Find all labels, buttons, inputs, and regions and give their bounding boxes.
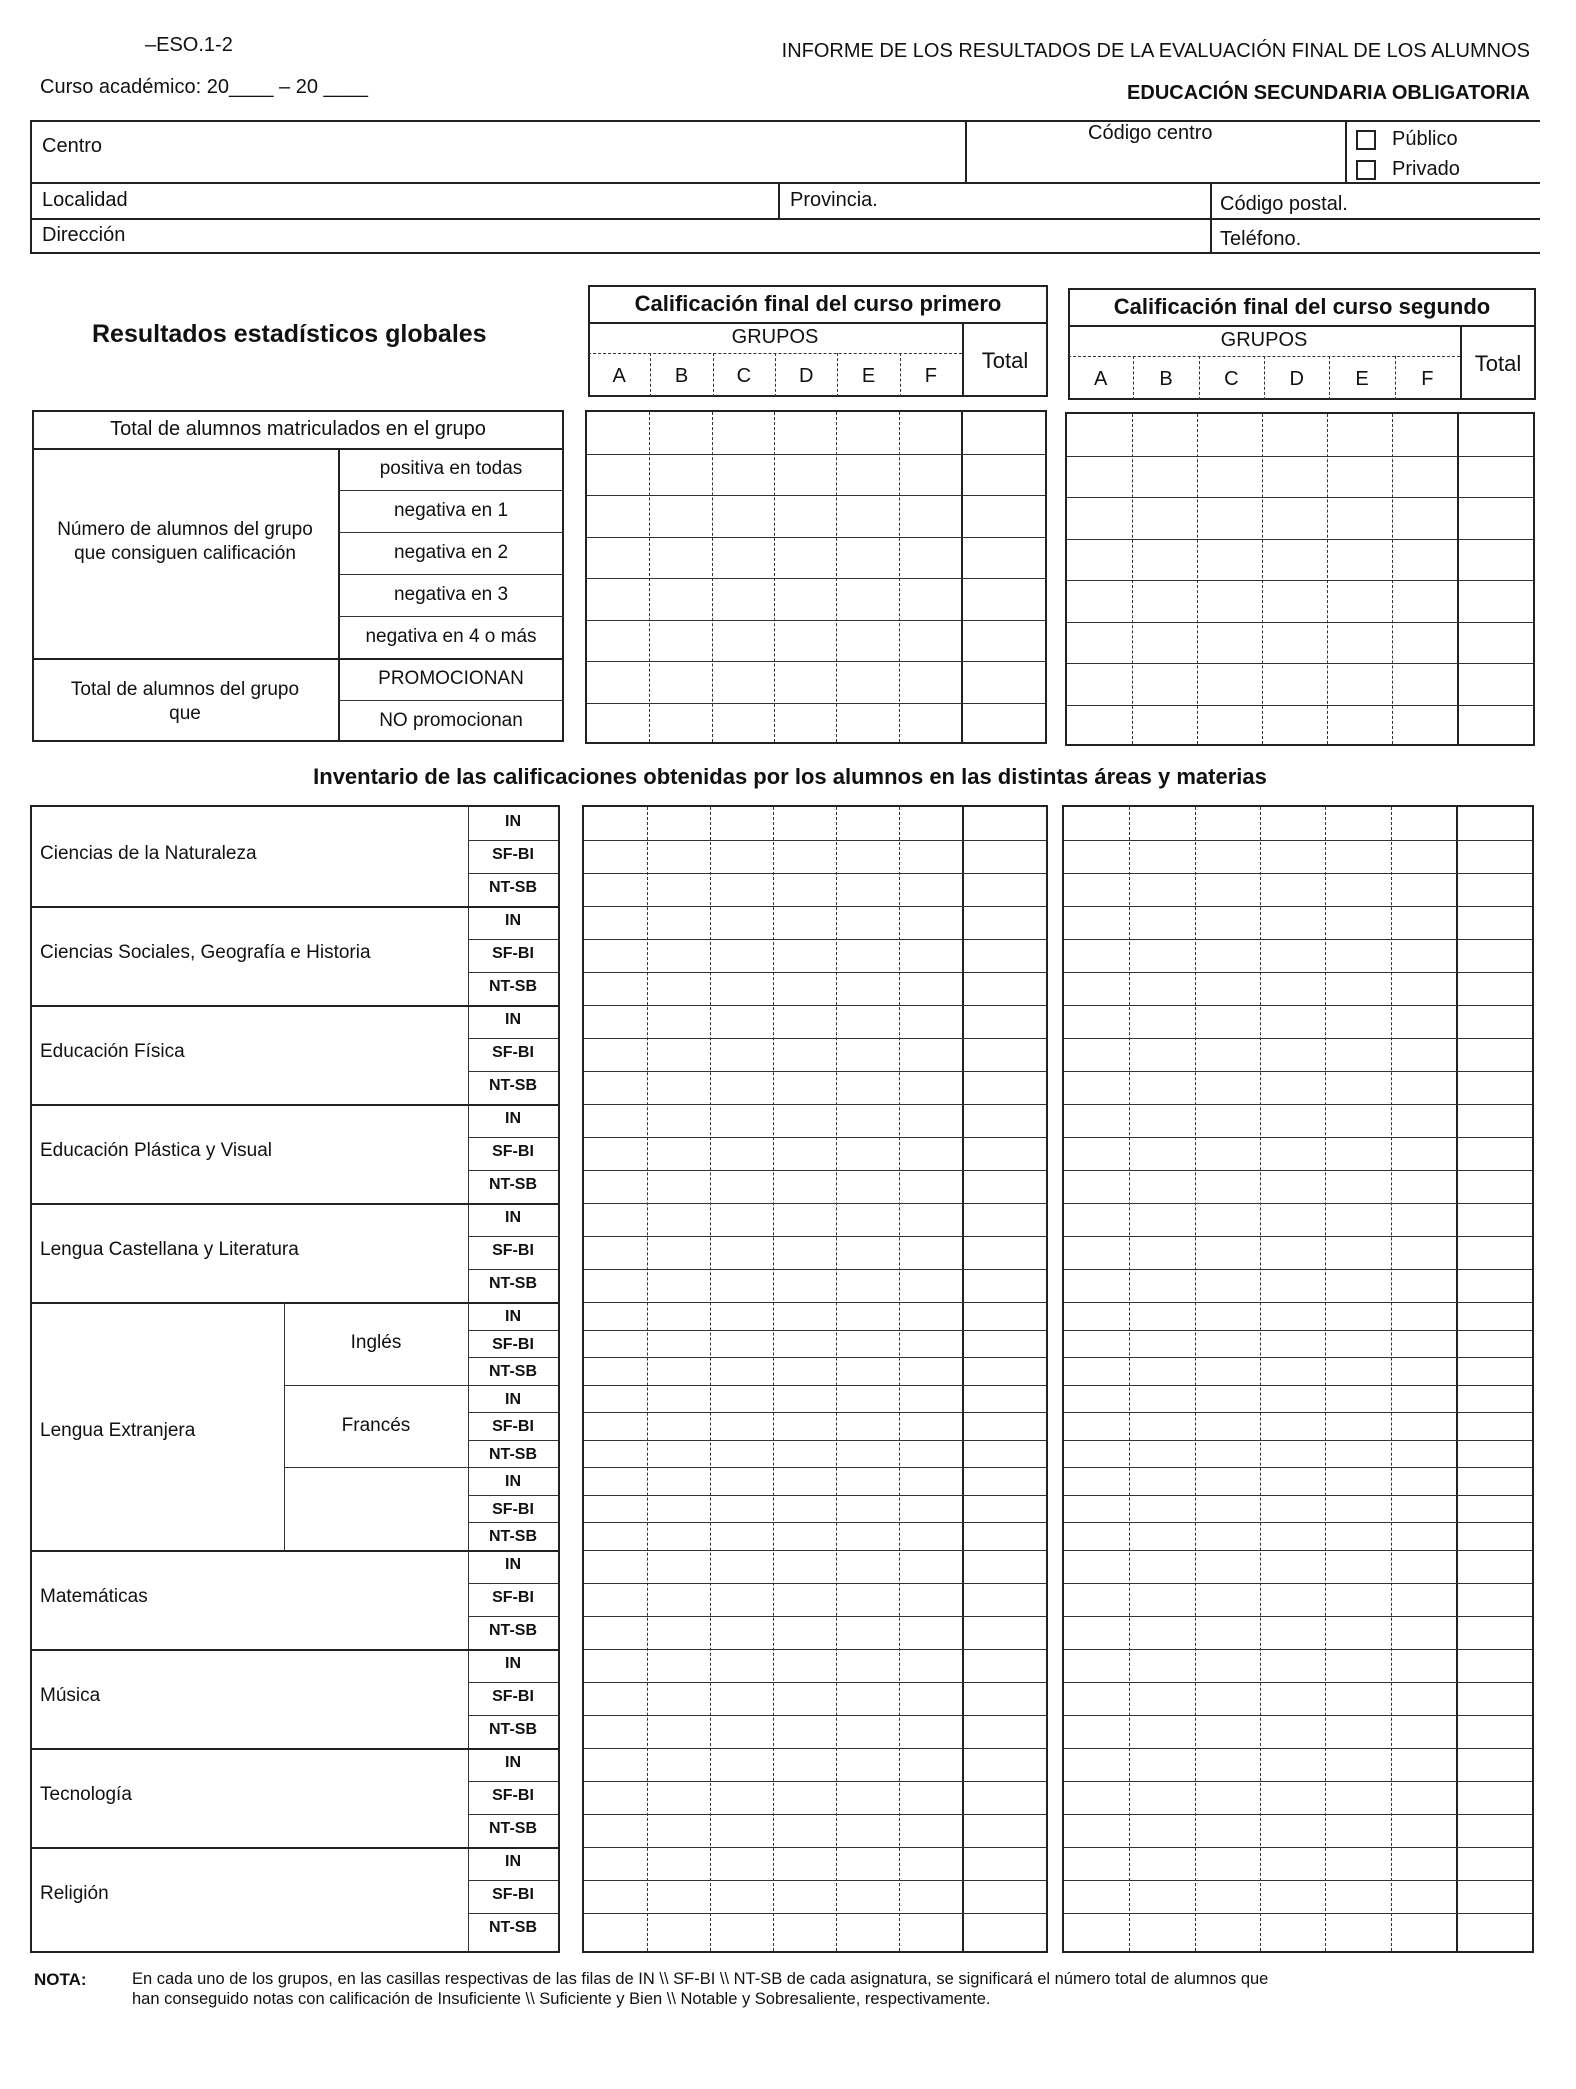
telefono-field[interactable]: Teléfono. bbox=[1220, 228, 1302, 250]
grade-code: IN bbox=[505, 1390, 521, 1408]
grade-code: IN bbox=[505, 813, 521, 830]
total-label-2: Total bbox=[1474, 351, 1522, 376]
privado-option[interactable]: Privado bbox=[1356, 158, 1460, 181]
group-letter: B bbox=[674, 365, 689, 387]
column-divider bbox=[647, 807, 648, 1951]
row-divider bbox=[468, 1495, 558, 1496]
row-divider bbox=[584, 1682, 1046, 1683]
grade-code: IN bbox=[505, 1555, 521, 1573]
column-divider bbox=[900, 353, 901, 397]
subject-label: Educación Física bbox=[40, 1041, 185, 1062]
grade-code: NT-SB bbox=[489, 1720, 537, 1738]
row-divider bbox=[1064, 1038, 1532, 1039]
row-divider bbox=[468, 1269, 558, 1270]
grade-code: IN bbox=[505, 1209, 521, 1226]
row-divider bbox=[1064, 1715, 1532, 1716]
grupos-label-2: GRUPOS bbox=[1220, 329, 1308, 351]
group-letter: F bbox=[1421, 368, 1434, 390]
row-divider bbox=[584, 1649, 1046, 1650]
row-divider bbox=[1064, 1137, 1532, 1138]
column-divider bbox=[1132, 414, 1133, 744]
subject-label: Matemáticas bbox=[40, 1585, 148, 1607]
group-letter: C bbox=[736, 365, 752, 387]
row-divider bbox=[584, 1071, 1046, 1072]
column-divider bbox=[1395, 356, 1396, 400]
column-divider bbox=[712, 412, 713, 742]
column-divider bbox=[774, 412, 775, 742]
row-divider bbox=[584, 1302, 1046, 1303]
publico-option[interactable]: Público bbox=[1356, 128, 1458, 151]
subject-divider bbox=[32, 1748, 558, 1750]
grade-code: NT-SB bbox=[489, 1363, 537, 1380]
row-divider bbox=[1067, 497, 1533, 498]
row-divider bbox=[584, 1412, 1046, 1413]
row-divider bbox=[468, 1137, 558, 1138]
inventory-labels-table bbox=[30, 805, 560, 1953]
form-code: –ESO.1-2 bbox=[145, 34, 233, 56]
course1-title: Calificación final del curso primero bbox=[634, 291, 1002, 316]
row-divider bbox=[584, 1814, 1046, 1815]
nota-line-1: En cada uno de los grupos, en las casillas respectivas de las filas de IN \\ SF-BI \\ NT-SB de cada asignatura, se significará el número total de alumnos que bbox=[132, 1970, 1269, 1988]
language-row-divider bbox=[284, 1385, 468, 1386]
row-divider bbox=[584, 1583, 1046, 1584]
column-divider bbox=[773, 807, 774, 1951]
group-letter: D bbox=[1289, 368, 1304, 390]
subject-divider bbox=[32, 1005, 558, 1007]
calificacion-row-label: PROMOCIONAN bbox=[378, 668, 524, 689]
stats-grid-course2[interactable] bbox=[1065, 412, 1535, 746]
row-divider bbox=[587, 661, 1045, 662]
grade-code: NT-SB bbox=[489, 1275, 537, 1292]
subject-divider bbox=[32, 1302, 558, 1304]
row-divider bbox=[584, 873, 1046, 874]
row-divider bbox=[1064, 1880, 1532, 1881]
row-divider bbox=[338, 532, 564, 533]
row-divider bbox=[1064, 1236, 1532, 1237]
subject-divider bbox=[32, 1649, 558, 1651]
row-divider bbox=[584, 939, 1046, 940]
grade-code: SF-BI bbox=[492, 1687, 534, 1705]
row-divider bbox=[1064, 1005, 1532, 1006]
numero-alumnos-label: Número de alumnos del grupo que consiguen calificación bbox=[57, 519, 313, 564]
matriculados-label: Total de alumnos matriculados en el grupo bbox=[110, 418, 486, 440]
row-divider bbox=[468, 1583, 558, 1584]
row-divider bbox=[587, 578, 1045, 579]
row-divider bbox=[587, 620, 1045, 621]
row-divider bbox=[584, 1748, 1046, 1749]
row-divider bbox=[1064, 1913, 1532, 1914]
column-divider bbox=[710, 807, 711, 1951]
row-divider bbox=[1064, 1583, 1532, 1584]
language-label: Inglés bbox=[350, 1332, 402, 1353]
row-divider bbox=[584, 1913, 1046, 1914]
group-letter: C bbox=[1224, 368, 1239, 390]
column-divider bbox=[1197, 414, 1198, 744]
row-divider bbox=[468, 1616, 558, 1617]
grade-code: SF-BI bbox=[492, 1500, 534, 1518]
course2-title: Calificación final del curso segundo bbox=[1113, 294, 1491, 319]
row-divider bbox=[338, 490, 564, 491]
calificacion-row-label: NO promocionan bbox=[379, 710, 523, 731]
row-divider bbox=[584, 1781, 1046, 1782]
grade-code: IN bbox=[505, 1308, 521, 1325]
column-divider bbox=[1262, 414, 1263, 744]
row-divider bbox=[584, 1005, 1046, 1006]
grade-code: SF-BI bbox=[492, 846, 534, 863]
grade-code: SF-BI bbox=[492, 1242, 534, 1259]
row-divider bbox=[1067, 580, 1533, 581]
grade-code: IN bbox=[505, 1852, 521, 1870]
row-divider bbox=[468, 1170, 558, 1171]
codigo-centro-field[interactable]: Código centro bbox=[1088, 122, 1213, 144]
row-divider bbox=[468, 1330, 558, 1331]
grade-code: IN bbox=[505, 1654, 521, 1672]
nota-line-2: han conseguido notas con calificación de Insuficiente \\ Suficiente y Bien \\ Notable y Sobresaliente, respectivamente. bbox=[132, 1990, 991, 2008]
column-divider bbox=[650, 353, 651, 397]
calificacion-row-label: negativa en 2 bbox=[393, 542, 509, 563]
row-divider bbox=[1064, 1269, 1532, 1270]
centro-field[interactable]: Centro bbox=[42, 135, 103, 157]
grade-code: IN bbox=[505, 1110, 521, 1127]
row-divider bbox=[1064, 1440, 1532, 1441]
nota-label: NOTA: bbox=[34, 1970, 87, 1989]
row-divider bbox=[468, 840, 558, 841]
row-divider bbox=[1064, 1467, 1532, 1468]
row-divider bbox=[584, 1357, 1046, 1358]
row-divider bbox=[1064, 1495, 1532, 1496]
column-divider bbox=[649, 412, 650, 742]
row-divider bbox=[584, 1616, 1046, 1617]
grade-code: SF-BI bbox=[492, 1335, 534, 1353]
group-letter: A bbox=[1093, 368, 1108, 390]
row-divider bbox=[584, 1269, 1046, 1270]
row-divider bbox=[1064, 1330, 1532, 1331]
total-column-divider bbox=[961, 412, 963, 742]
column-divider bbox=[899, 807, 900, 1951]
row-divider bbox=[1064, 972, 1532, 973]
codigo-postal-field[interactable]: Código postal. bbox=[1220, 193, 1348, 215]
grade-code: SF-BI bbox=[492, 1418, 534, 1435]
row-divider bbox=[584, 972, 1046, 973]
column-divider bbox=[1327, 414, 1328, 744]
grade-code: SF-BI bbox=[492, 1588, 534, 1606]
row-divider bbox=[468, 1071, 558, 1072]
row-divider bbox=[584, 1203, 1046, 1204]
report-title: INFORME DE LOS RESULTADOS DE LA EVALUACIÓN FINAL DE LOS ALUMNOS bbox=[781, 40, 1530, 62]
total-column-divider bbox=[962, 807, 964, 1951]
row-divider bbox=[1064, 1385, 1532, 1386]
group-letter: E bbox=[1355, 368, 1369, 390]
row-divider bbox=[468, 1412, 558, 1413]
column-divider bbox=[899, 412, 900, 742]
subject-label: Tecnología bbox=[40, 1783, 132, 1805]
row-divider bbox=[468, 1038, 558, 1039]
group-letter: B bbox=[1159, 368, 1173, 390]
grade-code: NT-SB bbox=[489, 1528, 537, 1545]
row-divider bbox=[587, 454, 1045, 455]
provincia-field[interactable]: Provincia. bbox=[790, 189, 878, 211]
row-divider bbox=[1064, 1104, 1532, 1105]
checkbox-icon[interactable] bbox=[1356, 160, 1376, 180]
row-divider bbox=[468, 1913, 558, 1914]
row-divider bbox=[1064, 840, 1532, 841]
row-divider bbox=[587, 537, 1045, 538]
grade-code: NT-SB bbox=[489, 1077, 537, 1094]
row-divider bbox=[584, 906, 1046, 907]
row-divider bbox=[1067, 456, 1533, 457]
row-divider bbox=[584, 1104, 1046, 1105]
row-divider bbox=[1067, 622, 1533, 623]
row-divider bbox=[468, 1781, 558, 1782]
lengua-extranjera-label: Lengua Extranjera bbox=[40, 1420, 196, 1441]
column-divider bbox=[1129, 807, 1130, 1951]
row-divider bbox=[338, 616, 564, 617]
grade-code: IN bbox=[505, 1473, 521, 1490]
row-divider bbox=[584, 1522, 1046, 1523]
row-divider bbox=[1064, 939, 1532, 940]
grade-code: IN bbox=[505, 912, 521, 929]
subject-label: Ciencias de la Naturaleza bbox=[40, 843, 257, 864]
subject-divider bbox=[32, 906, 558, 908]
grade-code: SF-BI bbox=[492, 1044, 534, 1061]
subject-label: Ciencias Sociales, Geografía e Historia bbox=[40, 942, 371, 963]
row-divider bbox=[468, 1440, 558, 1441]
row-divider bbox=[468, 939, 558, 940]
row-divider bbox=[1064, 906, 1532, 907]
subject-label: Música bbox=[40, 1684, 101, 1706]
grade-code: NT-SB bbox=[489, 1176, 537, 1193]
total-column-divider bbox=[1456, 807, 1458, 1951]
subject-divider bbox=[32, 1104, 558, 1106]
grade-code: NT-SB bbox=[489, 1621, 537, 1639]
row-divider bbox=[1064, 1616, 1532, 1617]
row-divider bbox=[584, 1847, 1046, 1848]
row-divider bbox=[1067, 663, 1533, 664]
subject-divider bbox=[32, 1550, 558, 1552]
row-divider bbox=[1064, 1847, 1532, 1848]
row-divider bbox=[584, 1170, 1046, 1171]
subject-label: Educación Plástica y Visual bbox=[40, 1140, 272, 1161]
row-divider bbox=[338, 574, 564, 575]
subject-divider bbox=[32, 1847, 558, 1849]
column-divider bbox=[836, 412, 837, 742]
inventory-grid-course2[interactable] bbox=[1062, 805, 1534, 1953]
stats-title: Resultados estadísticos globales bbox=[92, 320, 487, 348]
row-divider bbox=[1064, 1170, 1532, 1171]
grade-code: IN bbox=[505, 1011, 521, 1028]
row-divider bbox=[468, 873, 558, 874]
row-divider bbox=[584, 1715, 1046, 1716]
academic-year: Curso académico: 20____ – 20 ____ bbox=[40, 76, 369, 98]
column-divider bbox=[775, 353, 776, 397]
row-divider bbox=[1064, 1781, 1532, 1782]
column-divider bbox=[1199, 356, 1200, 400]
grade-code: SF-BI bbox=[492, 1143, 534, 1160]
row-divider bbox=[1064, 1682, 1532, 1683]
row-divider bbox=[584, 1385, 1046, 1386]
row-divider bbox=[584, 1550, 1046, 1551]
group-letter: D bbox=[798, 365, 814, 387]
grade-code: NT-SB bbox=[489, 879, 537, 896]
calificacion-row-label: negativa en 4 o más bbox=[365, 626, 537, 647]
row-divider bbox=[587, 703, 1045, 704]
row-divider bbox=[1064, 873, 1532, 874]
column-divider bbox=[1392, 414, 1393, 744]
grade-code: SF-BI bbox=[492, 1885, 534, 1903]
row-divider bbox=[1064, 1203, 1532, 1204]
column-divider bbox=[1133, 356, 1134, 400]
row-divider bbox=[1064, 1522, 1532, 1523]
checkbox-icon[interactable] bbox=[1356, 130, 1376, 150]
row-divider bbox=[468, 1357, 558, 1358]
stage-title: EDUCACIÓN SECUNDARIA OBLIGATORIA bbox=[1127, 82, 1530, 104]
grade-code: SF-BI bbox=[492, 945, 534, 962]
row-divider bbox=[1067, 705, 1533, 706]
row-divider bbox=[468, 1880, 558, 1881]
calificacion-row-label: negativa en 1 bbox=[393, 500, 509, 521]
subject-divider bbox=[32, 1203, 558, 1205]
column-divider bbox=[713, 353, 714, 397]
total-column-divider bbox=[1457, 414, 1459, 744]
column-divider bbox=[1260, 807, 1261, 1951]
calificacion-row-label: negativa en 3 bbox=[393, 584, 509, 605]
row-divider bbox=[1064, 1302, 1532, 1303]
group-letter: E bbox=[861, 365, 876, 387]
grupos-label-1: GRUPOS bbox=[731, 326, 819, 348]
row-divider bbox=[587, 495, 1045, 496]
grade-code: NT-SB bbox=[489, 1918, 537, 1936]
row-divider bbox=[584, 1440, 1046, 1441]
row-divider bbox=[1067, 539, 1533, 540]
row-divider bbox=[468, 1467, 558, 1468]
row-divider bbox=[584, 1495, 1046, 1496]
subject-label: Religión bbox=[40, 1882, 109, 1904]
row-divider bbox=[584, 1137, 1046, 1138]
row-divider bbox=[468, 972, 558, 973]
row-divider bbox=[1064, 1550, 1532, 1551]
row-divider bbox=[468, 1385, 558, 1386]
localidad-field[interactable]: Localidad bbox=[42, 189, 128, 211]
column-divider bbox=[837, 353, 838, 397]
row-divider bbox=[1064, 1748, 1532, 1749]
row-divider bbox=[584, 1467, 1046, 1468]
column-divider bbox=[1325, 807, 1326, 1951]
row-divider bbox=[584, 840, 1046, 841]
group-letter: A bbox=[612, 365, 626, 387]
row-divider bbox=[584, 1038, 1046, 1039]
row-divider bbox=[468, 1814, 558, 1815]
row-divider bbox=[1064, 1412, 1532, 1413]
subject-label: Lengua Castellana y Literatura bbox=[40, 1239, 299, 1260]
column-divider bbox=[1329, 356, 1330, 400]
column-divider bbox=[836, 807, 837, 1951]
row-divider bbox=[338, 700, 564, 701]
grade-code: NT-SB bbox=[489, 1819, 537, 1837]
grade-code: IN bbox=[505, 1753, 521, 1771]
row-divider bbox=[584, 1236, 1046, 1237]
row-divider bbox=[468, 1715, 558, 1716]
calificacion-row-label: positiva en todas bbox=[379, 458, 523, 479]
row-divider bbox=[1064, 1814, 1532, 1815]
row-divider bbox=[584, 1880, 1046, 1881]
row-divider bbox=[1064, 1649, 1532, 1650]
language-label: Francés bbox=[341, 1414, 411, 1436]
language-row-divider bbox=[284, 1467, 468, 1468]
column-divider bbox=[1195, 807, 1196, 1951]
row-divider bbox=[468, 1236, 558, 1237]
grade-code: SF-BI bbox=[492, 1786, 534, 1804]
inventory-title: Inventario de las calificaciones obtenidas por los alumnos en las distintas áreas y materias bbox=[313, 764, 1267, 789]
total-grupo-label: Total de alumnos del grupo que bbox=[70, 679, 300, 724]
grade-code: NT-SB bbox=[489, 1445, 537, 1463]
group-letter: F bbox=[924, 365, 937, 387]
inventory-grid-course1[interactable] bbox=[582, 805, 1048, 1953]
column-divider bbox=[1391, 807, 1392, 1951]
row-divider bbox=[468, 1682, 558, 1683]
row-divider bbox=[584, 1330, 1046, 1331]
column-divider bbox=[1264, 356, 1265, 400]
row-divider bbox=[1064, 1357, 1532, 1358]
grade-code: NT-SB bbox=[489, 978, 537, 995]
row-divider bbox=[1064, 1071, 1532, 1072]
total-label-1: Total bbox=[981, 348, 1029, 373]
row-divider bbox=[468, 1522, 558, 1523]
direccion-field[interactable]: Dirección bbox=[42, 224, 126, 246]
stats-grid-course1[interactable] bbox=[585, 410, 1047, 744]
